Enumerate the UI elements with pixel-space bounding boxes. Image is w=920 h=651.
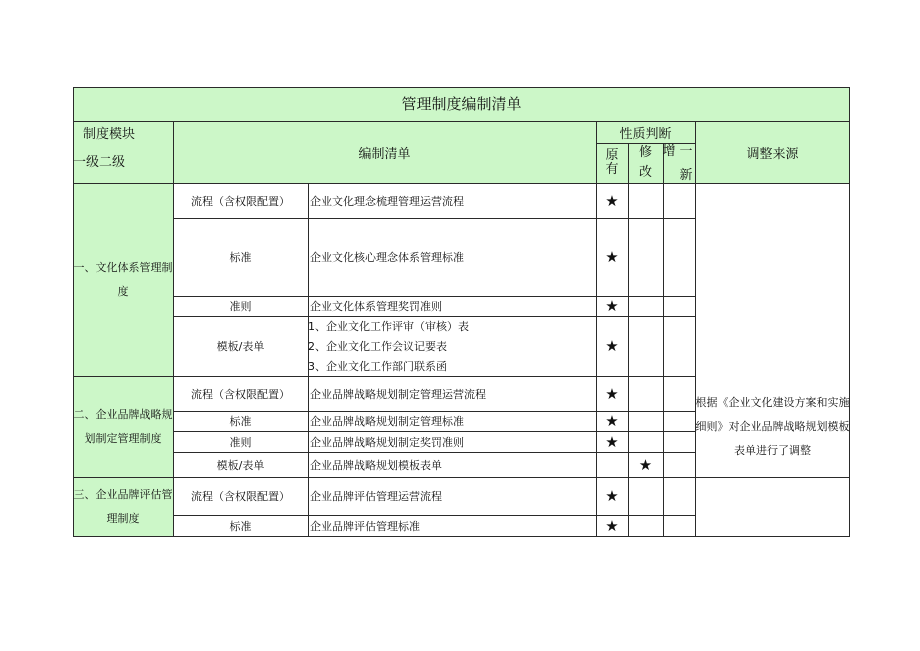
adjust-note: 根据《企业文化建设方案和实施细则》对企业品牌战略规划模板表单进行了调整 <box>695 395 850 457</box>
row-type: 准则 <box>229 435 252 449</box>
mark-star: ★ <box>605 384 619 403</box>
header-levels: 一级二级 <box>73 154 126 170</box>
row-item: 企业品牌评估管理运营流程 <box>310 490 442 503</box>
row-item: 企业品牌战略规划制定奖罚准则 <box>310 435 464 449</box>
row-type: 准则 <box>229 300 252 313</box>
row-type: 标准 <box>229 520 252 533</box>
mark-star: ★ <box>605 412 619 430</box>
row-item: 企业品牌战略规划模板表单 <box>310 458 442 472</box>
source-divider <box>695 477 850 478</box>
row-type: 模板/表单 <box>216 458 265 472</box>
header-module: 制度模块 <box>83 126 136 142</box>
mark-star: ★ <box>605 337 619 355</box>
row-item: 企业文化理念梳理管理运营流程 <box>310 194 464 208</box>
group-name: 三、企业品牌评估管理制度 <box>73 488 173 525</box>
mark-star: ★ <box>605 432 619 451</box>
row-type: 流程（含权限配置） <box>191 194 290 208</box>
row-item: 1、企业文化工作评审（审核）表 <box>308 320 469 333</box>
row-type: 流程（含权限配置） <box>191 490 290 503</box>
row-item: 企业文化核心理念体系管理标准 <box>310 251 464 264</box>
mark-star: ★ <box>605 487 619 505</box>
header-nature: 性质判断 <box>619 126 672 142</box>
row-type: 模板/表单 <box>216 340 265 353</box>
header-original: 原 有 <box>605 148 619 177</box>
header-new-1: 增 <box>662 143 676 159</box>
mark-star: ★ <box>638 455 653 474</box>
row-item: 3、企业文化工作部门联系函 <box>308 360 447 373</box>
header-source: 调整来源 <box>746 146 799 162</box>
col-line <box>628 183 629 537</box>
header-list: 编制清单 <box>358 146 411 162</box>
header-new-2: 一 <box>679 143 693 159</box>
management-system-list-table <box>73 87 850 537</box>
row-type: 流程（含权限配置） <box>191 387 290 401</box>
col-line <box>663 183 664 537</box>
row-item: 企业品牌战略规划制定管理运营流程 <box>310 387 486 401</box>
mark-star: ★ <box>605 297 619 315</box>
mark-star: ★ <box>605 517 619 535</box>
mark-star: ★ <box>605 191 619 210</box>
header-modify: 修 改 <box>638 145 652 180</box>
col-line <box>695 183 696 537</box>
header-new-3: 新 <box>679 167 693 183</box>
row-item: 企业品牌评估管理标准 <box>310 520 420 533</box>
page-title: 管理制度编制清单 <box>401 94 522 113</box>
row-item: 2、企业文化工作会议记要表 <box>308 340 447 353</box>
row-item: 企业文化体系管理奖罚准则 <box>310 300 442 313</box>
group-name: 一、文化体系管理制度 <box>73 260 173 298</box>
row-item: 企业品牌战略规划制定管理标准 <box>310 415 464 428</box>
mark-star: ★ <box>605 248 619 266</box>
row-type: 标准 <box>229 251 252 264</box>
row-type: 标准 <box>229 415 252 428</box>
group-name: 二、企业品牌战略规划制定管理制度 <box>73 407 173 445</box>
